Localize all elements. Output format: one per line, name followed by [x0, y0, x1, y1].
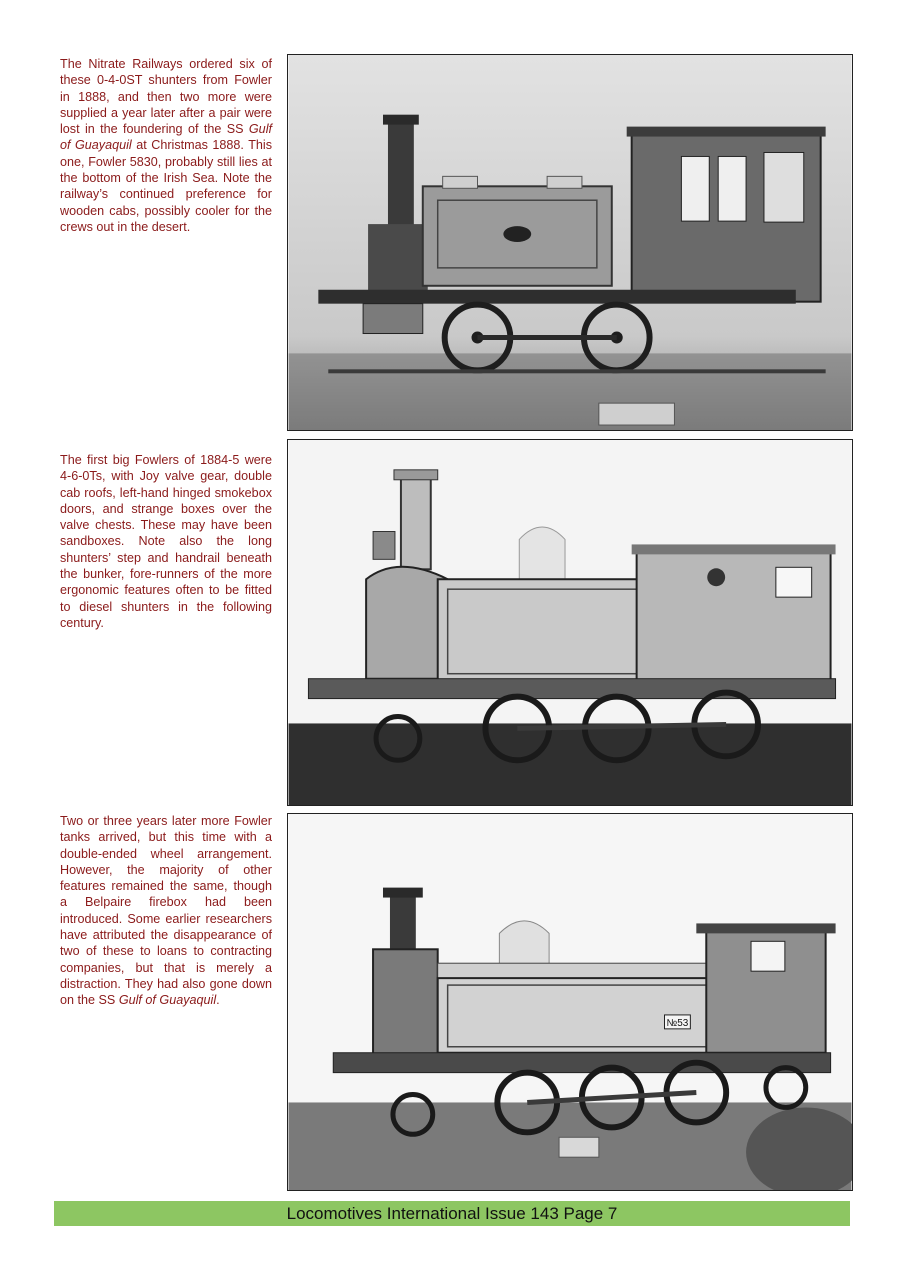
caption-3-ship-name: Gulf of Guayaquil — [118, 993, 217, 1008]
photo-4-6-0t — [287, 439, 853, 806]
photo-0-4-0st-shunter — [287, 54, 853, 431]
caption-3-text-a: Two or three years later more Fowler tanks arrived, but this time with a double-ended wheel arrangement. However, the majority of other features remained the same, though a Belpaire firebox had been introduced. Some earlier researchers have attributed the disappearance of two of these to loans to contracting companies, but that is merely a distraction. They had also gone down on the SS — [60, 814, 272, 1008]
locomotive-tank-photo — [288, 814, 852, 1190]
locomotive-4-6-0t-photo — [288, 440, 852, 805]
caption-1-text-b: at Christmas 1888. This one, Fowler 5830, probably still lies at the bottom of the Irish Sea. Note the railway’s continued preference for wooden cabs, possibly cooler for the crews out in the desert. — [60, 138, 272, 234]
caption-1-text-a: The Nitrate Railways ordered six of these 0-4-0ST shunters from Fowler in 1888, and then two more were supplied a year later after a pair were lost in the foundering of the SS — [60, 57, 272, 137]
photo-double-ended-tank — [287, 813, 853, 1191]
caption-1-ship-name: Gulf of Guayaquil — [60, 122, 272, 153]
caption-1 — [60, 56, 272, 235]
page-footer: Locomotives International Issue 143 Page 7 — [54, 1201, 850, 1226]
caption-2 — [60, 452, 272, 631]
caption-3-text-b: . — [216, 993, 220, 1008]
caption-3 — [60, 813, 272, 1009]
caption-2-text: The first big Fowlers of 1884-5 were 4-6-0Ts, with Joy valve gear, double cab roofs, left-hand hinged smokebox doors, and strange boxes over the valve chests. These may have been sandboxes. Note also the long shunters’ step and handrail beneath the bunker, fore-runners of the more ergonomic features often to be fitted to diesel shunters in the following century. — [60, 453, 272, 630]
plate-53: №53 — [666, 1017, 689, 1029]
locomotive-0-4-0st-photo — [288, 55, 852, 430]
